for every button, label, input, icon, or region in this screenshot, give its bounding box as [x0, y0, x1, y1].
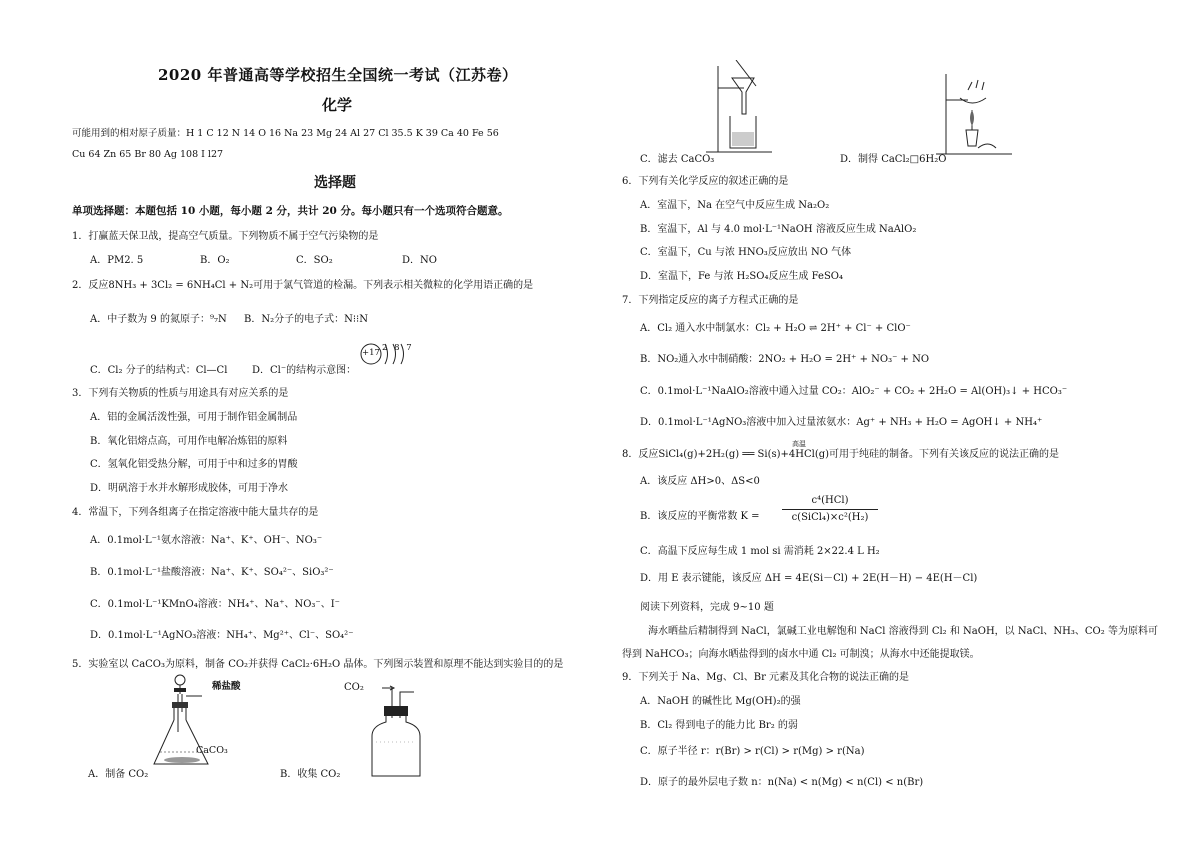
- q8-option-d: D．用 E 表示键能，该反应 ΔH = 4E(Si－Cl) + 2E(H－H) − 4E(H－Cl): [640, 573, 978, 584]
- q1-option-c: C．SO₂: [296, 255, 333, 266]
- q6-option-a: A．室温下，Na 在空气中反应生成 Na₂O₂: [640, 200, 830, 211]
- q3-option-b: B．氧化铝熔点高，可用作电解冶炼铝的原料: [90, 436, 288, 447]
- q1-option-b: B．O₂: [200, 255, 230, 266]
- q9-option-a: A．NaOH 的碱性比 Mg(OH)₂的强: [640, 696, 801, 707]
- atomic-masses-line-2: Cu 64 Zn 65 Br 80 Ag 108 I l27: [72, 149, 224, 160]
- apparatus-a-flask: [150, 672, 260, 772]
- q5-option-d: D．制得 CaCl₂□6H₂O: [840, 154, 947, 165]
- q3-option-c: C．氢氧化铝受热分解，可用于中和过多的胃酸: [90, 459, 298, 470]
- q1-option-d: D．NO: [402, 255, 437, 266]
- apparatus-d-evaporation: [932, 70, 1022, 158]
- q9-option-b: B．Cl₂ 得到电子的能力比 Br₂ 的弱: [640, 720, 798, 731]
- q7-option-b: B．NO₂通入水中制硝酸：2NO₂ + H₂O = 2H⁺ + NO₃⁻ + NO: [640, 354, 930, 365]
- q8-fraction-bar: [782, 509, 878, 510]
- q8-option-b-prefix: B．该反应的平衡常数 K =: [640, 511, 760, 522]
- q7-stem: 7．下列指定反应的离子方程式正确的是: [622, 295, 799, 306]
- q2-option-b: B．N₂分子的电子式：N⁝⁝N: [244, 314, 368, 325]
- q8-option-a: A．该反应 ΔH>0、ΔS<0: [640, 476, 760, 487]
- q4-option-a: A．0.1mol·L⁻¹氨水溶液：Na⁺、K⁺、OH⁻、NO₃⁻: [90, 535, 323, 546]
- q7-option-d: D．0.1mol·L⁻¹AgNO₃溶液中加入过量浓氨水：Ag⁺ + NH₃ + H₂O = AgOH↓ + NH₄⁺: [640, 417, 1043, 428]
- q8-k-denominator: c(SiCl₄)×c²(H₂): [791, 512, 869, 523]
- atomic-masses-line-1: 可能用到的相对原子质量：H 1 C 12 N 14 O 16 Na 23 Mg 24 Al 27 Cl 35.5 K 39 Ca 40 Fe 56: [72, 128, 499, 139]
- reading-paragraph-line-1: 海水晒盐后精制得到 NaCl，氯碱工业电解饱和 NaCl 溶液得到 Cl₂ 和 NaOH，以 NaCl、NH₃、CO₂ 等为原料可: [648, 626, 1158, 637]
- q4-option-d: D．0.1mol·L⁻¹AgNO₃溶液：NH₄⁺、Mg²⁺、Cl⁻、SO₄²⁻: [90, 630, 354, 641]
- q6-option-d: D．室温下，Fe 与浓 H₂SO₄反应生成 FeSO₄: [640, 271, 844, 282]
- section-title: 选择题: [314, 175, 356, 191]
- q3-option-d: D．明矾溶于水并水解形成胶体，可用于净水: [90, 483, 289, 494]
- label-dilute-hcl: 稀盐酸: [212, 681, 241, 692]
- q4-option-c: C．0.1mol·L⁻¹KMnO₄溶液：NH₄⁺、Na⁺、NO₃⁻、I⁻: [90, 599, 340, 610]
- q8-stem: 8．反应SiCl₄(g)+2H₂(g) ══ Si(s)+4HCl(g)可用于纯硅的制备。下列有关该反应的说法正确的是: [622, 449, 1060, 460]
- q2-option-d: D．Cl⁻的结构示意图：: [252, 365, 357, 376]
- q5-option-c: C．滤去 CaCO₃: [640, 154, 715, 165]
- apparatus-c-filtration: [702, 60, 782, 156]
- q5-option-b: B．收集 CO₂: [280, 769, 341, 780]
- reading-paragraph-line-2: 得到 NaHCO₃；向海水晒盐得到的卤水中通 Cl₂ 可制溴；从海水中还能提取镁。: [622, 649, 980, 660]
- subject-heading: 化学: [322, 96, 353, 114]
- q2-option-a: A．中子数为 9 的氮原子：⁹₇N: [90, 314, 227, 325]
- q8-condition: 高温: [792, 440, 806, 448]
- q4-option-b: B．0.1mol·L⁻¹盐酸溶液：Na⁺、K⁺、SO₄²⁻、SiO₃²⁻: [90, 567, 334, 578]
- q3-option-a: A．铝的金属活泼性强，可用于制作铝金属制品: [90, 412, 298, 423]
- q8-k-numerator: c⁴(HCl): [811, 495, 849, 506]
- q4-stem: 4．常温下，下列各组离子在指定溶液中能大量共存的是: [72, 507, 319, 518]
- q9-stem: 9．下列关于 Na、Mg、Cl、Br 元素及其化合物的说法正确的是: [622, 672, 910, 683]
- label-caco3: CaCO₃: [196, 745, 228, 756]
- q1-stem: 1．打赢蓝天保卫战，提高空气质量。下列物质不属于空气污染物的是: [72, 231, 379, 242]
- q9-option-c: C．原子半径 r：r(Br) > r(Cl) > r(Mg) > r(Na): [640, 746, 865, 757]
- q6-option-c: C．室温下，Cu 与浓 HNO₃反应放出 NO 气体: [640, 247, 852, 258]
- reading-intro: 阅读下列资料，完成 9~10 题: [640, 602, 774, 613]
- q8-option-c: C．高温下反应每生成 1 mol si 需消耗 2×22.4 L H₂: [640, 546, 880, 557]
- q2-option-c: C．Cl₂ 分子的结构式：Cl—Cl: [90, 365, 228, 376]
- q5-option-a: A．制备 CO₂: [88, 769, 149, 780]
- q6-option-b: B．室温下，Al 与 4.0 mol·L⁻¹NaOH 溶液反应生成 NaAlO₂: [640, 224, 917, 235]
- cl-nucleus-label: +17: [362, 348, 380, 358]
- q7-option-c: C．0.1mol·L⁻¹NaAlO₂溶液中通入过量 CO₂：AlO₂⁻ + CO₂ + 2H₂O = Al(OH)₃↓ + HCO₃⁻: [640, 386, 1068, 397]
- q6-stem: 6．下列有关化学反应的叙述正确的是: [622, 176, 789, 187]
- label-co2-inlet: CO₂: [344, 682, 364, 693]
- section-instruction: 单项选择题：本题包括 10 小题，每小题 2 分，共计 20 分。每小题只有一个选项符合题意。: [72, 205, 509, 217]
- q1-option-a: A．PM2. 5: [90, 255, 144, 266]
- q9-option-d: D．原子的最外层电子数 n：n(Na) < n(Mg) < n(Cl) < n(Br): [640, 777, 924, 788]
- q2-stem: 2．反应8NH₃ + 3Cl₂ = 6NH₄Cl + N₂可用于氯气管道的检漏。下列表示相关微粒的化学用语正确的是: [72, 280, 534, 291]
- q3-stem: 3．下列有关物质的性质与用途具有对应关系的是: [72, 388, 289, 399]
- apparatus-b-bottle: [362, 682, 452, 778]
- q7-option-a: A．Cl₂ 通入水中制氯水：Cl₂ + H₂O ⇌ 2H⁺ + Cl⁻ + ClO⁻: [640, 323, 911, 334]
- cl-shell-electrons: 2 8 7: [382, 343, 414, 353]
- q5-stem: 5．实验室以 CaCO₃为原料，制备 CO₂并获得 CaCl₂·6H₂O 晶体。下列图示装置和原理不能达到实验目的的是: [72, 659, 564, 670]
- page-title: 2020 年普通高等学校招生全国统一考试（江苏卷）: [158, 66, 518, 84]
